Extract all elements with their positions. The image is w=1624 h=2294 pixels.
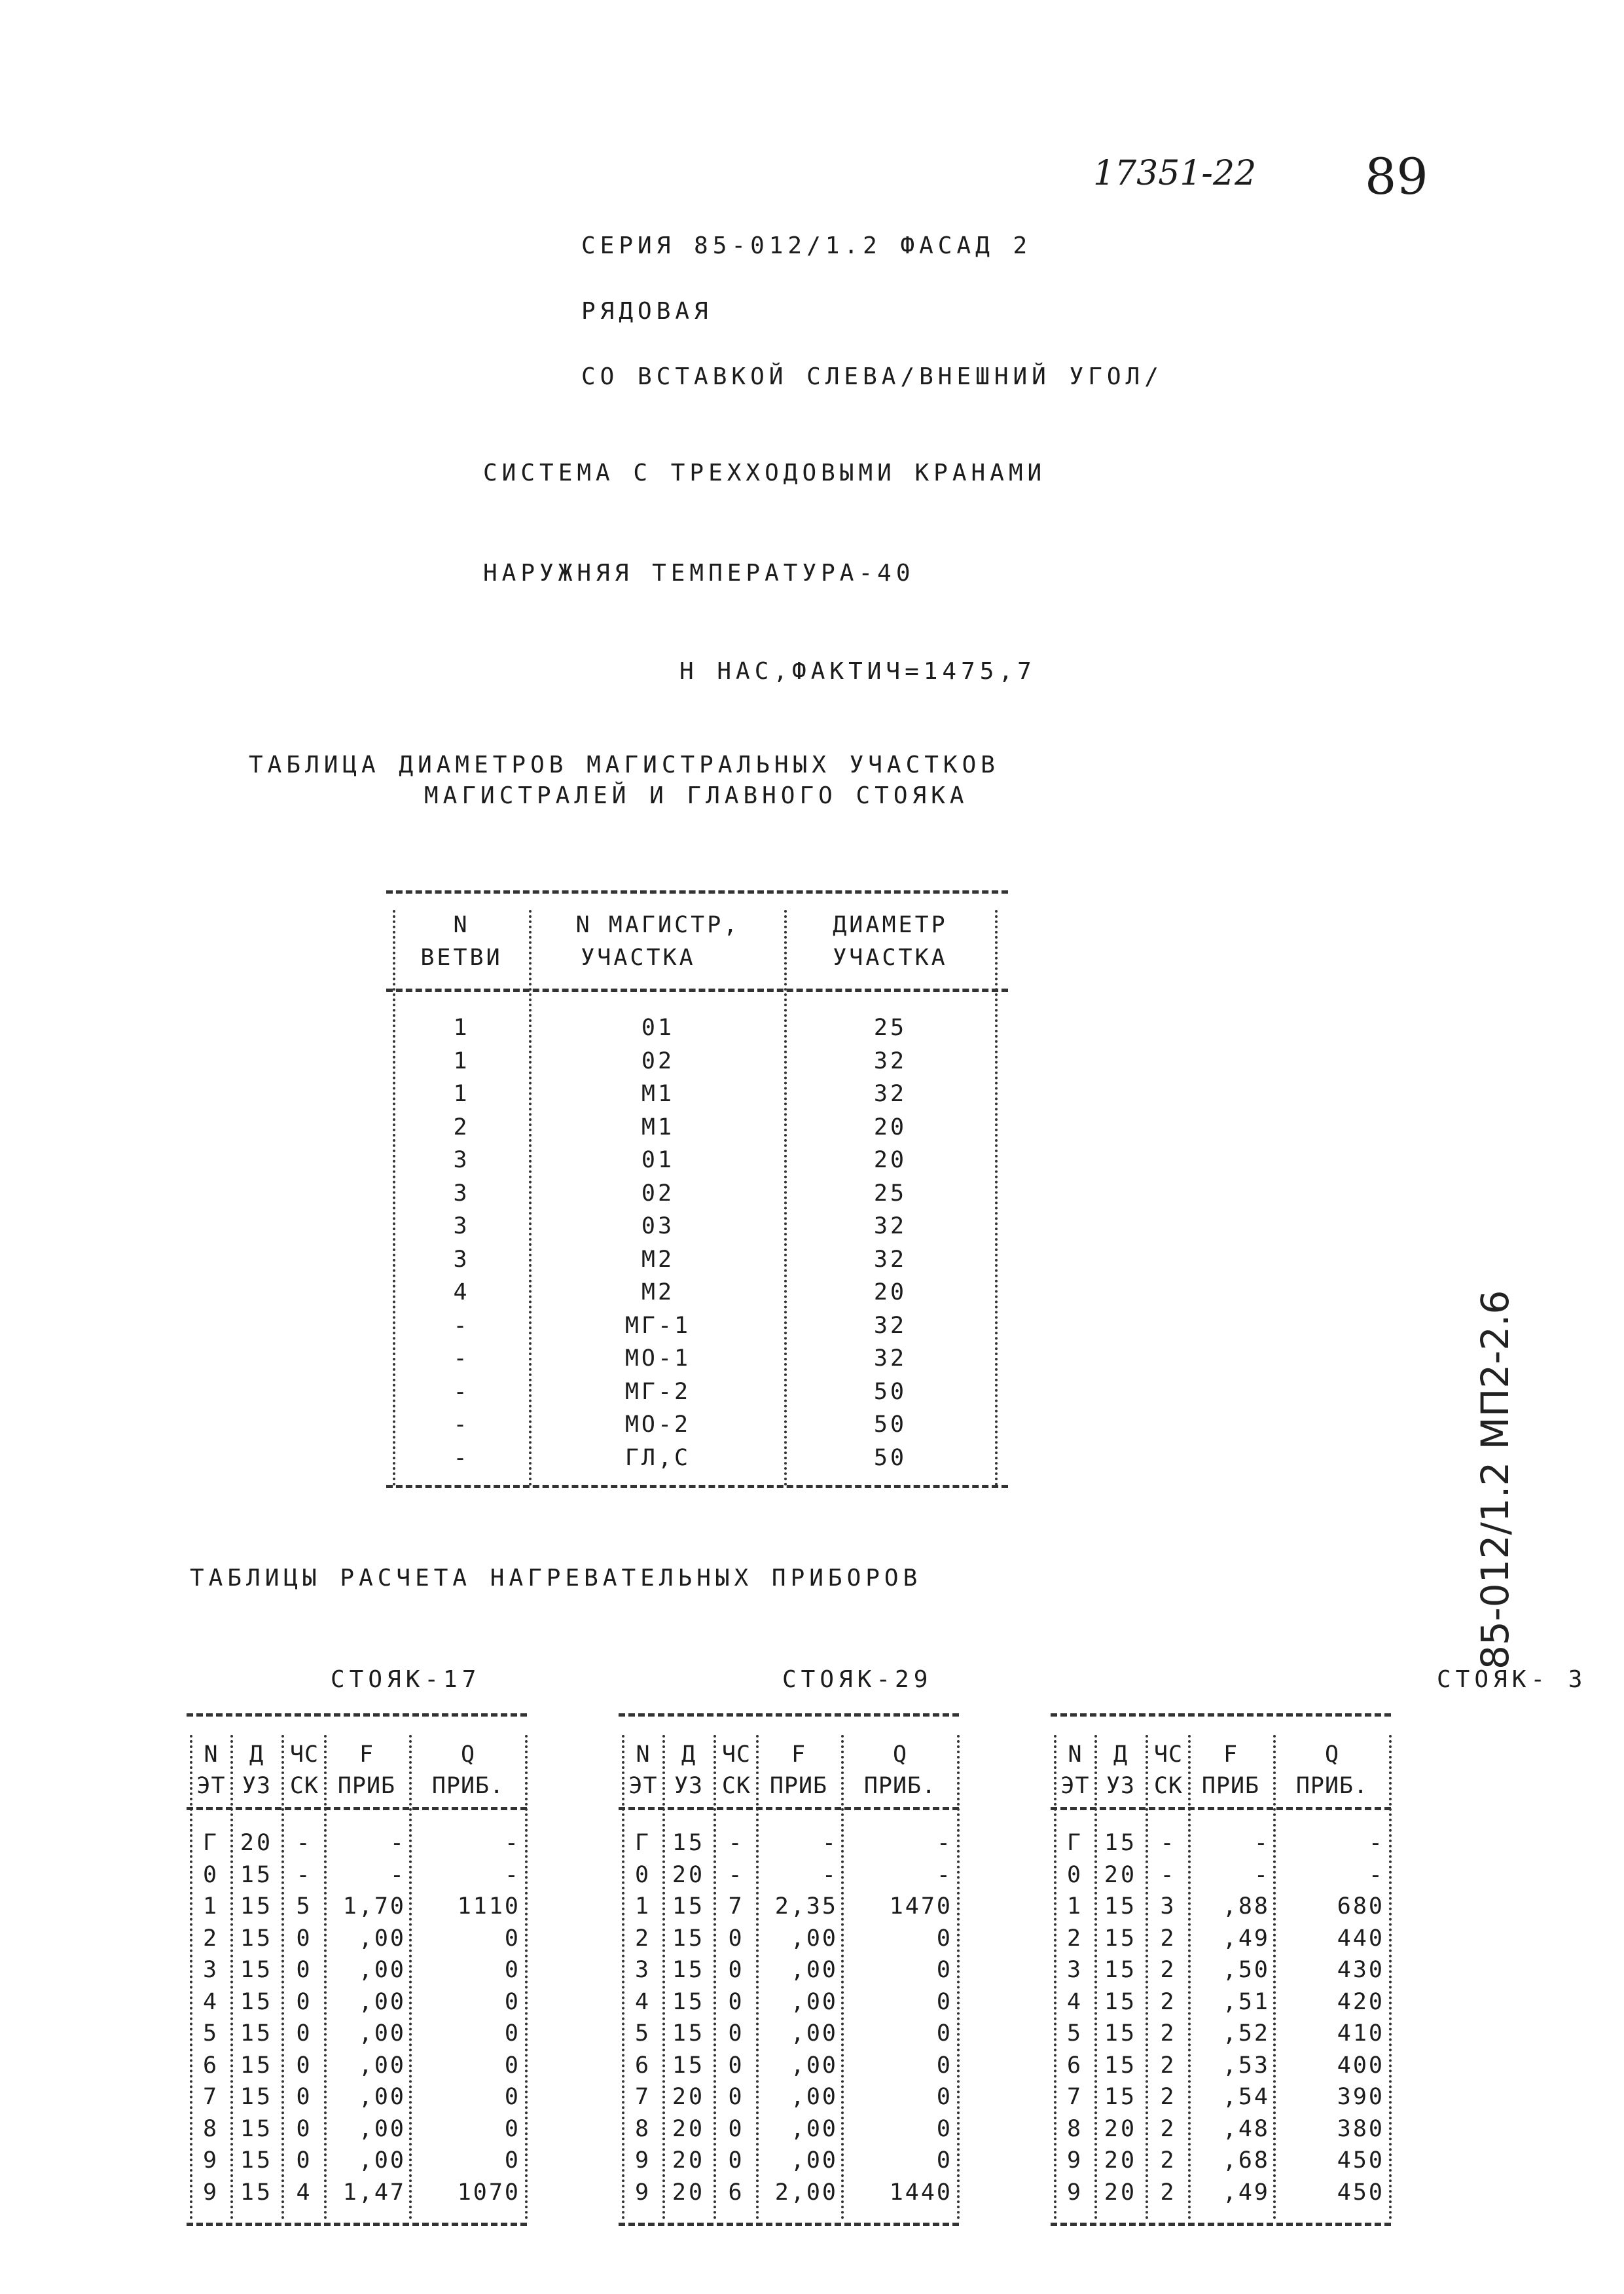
stoyak-cell: ,00 — [358, 2084, 406, 2110]
stoyak-cell: ,00 — [358, 2020, 406, 2047]
stoyak-cell: ,54 — [1222, 2084, 1270, 2110]
stoyak-cell: 1 — [634, 1893, 652, 1920]
stoyak-cell: ,00 — [790, 2020, 838, 2047]
stoyak-cell: ,68 — [1222, 2147, 1270, 2174]
stoyak-cell: 3 — [634, 1957, 652, 1983]
stoyak-cell: 4 — [202, 1988, 220, 2015]
stoyak-cell: 0 — [504, 2147, 520, 2174]
stoyak-cell: 2 — [1160, 2020, 1177, 2047]
stoyak-cell: 2 — [1160, 2115, 1177, 2142]
stoyak-cell: 3 — [202, 1957, 220, 1983]
stoyak-cell: 7 — [1066, 2084, 1084, 2110]
stoyak-cell: ,00 — [790, 1957, 838, 1983]
stoyak-cell: 8 — [1066, 2115, 1084, 2142]
stoyak-cell: 2 — [1160, 2052, 1177, 2079]
stoyak-cell: ,00 — [790, 2084, 838, 2110]
stoyak-cell: 15 — [240, 2084, 274, 2110]
stoyak-cell: 20 — [672, 1861, 706, 1888]
stoyak-cell: 450 — [1337, 2179, 1384, 2206]
stoyak-cell: 0 — [504, 1988, 520, 2015]
stoyak-cell: 1 — [1066, 1893, 1084, 1920]
stoyak-cell: 400 — [1337, 2052, 1384, 2079]
diam-cell-branch: 1 — [453, 1081, 470, 1107]
diam-header-branch-2: ВЕТВИ — [420, 945, 503, 971]
diam-cell-section: 01 — [641, 1015, 675, 1041]
stoyak-cell: 0 — [504, 2020, 520, 2047]
stoyak-cell: 15 — [1104, 2052, 1138, 2079]
stoyak-cell: - — [504, 1830, 520, 1856]
diam-cell-section: ГЛ,С — [624, 1444, 691, 1471]
stoyak-cell: 15 — [240, 1861, 274, 1888]
stoyak-cell: 0 — [936, 2115, 952, 2142]
stoyak-cell: 15 — [672, 1988, 706, 2015]
stoyak-cell: 2 — [634, 1925, 652, 1952]
stoyak-header-cell: ЭТ — [1060, 1773, 1090, 1799]
stoyak-cell: 0 — [1066, 1861, 1084, 1888]
stoyak-cell: 2 — [1160, 1988, 1177, 2015]
stoyak-cell: ,53 — [1222, 2052, 1270, 2079]
stoyak-cell: 0 — [728, 2147, 745, 2174]
stoyak-cell: 1070 — [457, 2179, 520, 2206]
stoyak-header-cell: Д — [249, 1741, 264, 1768]
stoyak-cell: - — [1160, 1861, 1177, 1888]
side-stamp: 85-012/1.2 МП2-2.6 — [1473, 1290, 1517, 1669]
diam-cell-branch: - — [453, 1444, 470, 1471]
stoyak-cell: ,00 — [358, 1925, 406, 1952]
stoyak-cell: 2 — [202, 1925, 220, 1952]
stoyak-cell: 2 — [1160, 1925, 1177, 1952]
stoyak-cell: 2 — [1160, 2179, 1177, 2206]
stoyak-cell: 3 — [1160, 1893, 1177, 1920]
header-series: СЕРИЯ 85-012/1.2 ФАСАД 2 — [581, 232, 1032, 259]
stoyak-cell: 0 — [728, 1988, 745, 2015]
stoyak-cell: 8 — [202, 2115, 220, 2142]
stoyak-cell: 0 — [728, 2052, 745, 2079]
stoyak-cell: ,00 — [358, 1957, 406, 1983]
stoyak-cell: 0 — [728, 2115, 745, 2142]
stoyak-header-cell: ПРИБ. — [1295, 1773, 1369, 1799]
diam-cell-diameter: 32 — [873, 1345, 907, 1372]
stoyak-cell: ,50 — [1222, 1957, 1270, 1983]
stoyak-cell: 9 — [1066, 2179, 1084, 2206]
stoyak-header-cell: УЗ — [242, 1773, 272, 1799]
diam-cell-diameter: 50 — [873, 1411, 907, 1438]
diam-header-diameter: ДИАМЕТР — [833, 912, 948, 938]
diam-cell-diameter: 20 — [873, 1279, 907, 1305]
stoyak-cell: ,48 — [1222, 2115, 1270, 2142]
stoyak-cell: 440 — [1337, 1925, 1384, 1952]
stoyak-cell: 15 — [240, 2020, 274, 2047]
stoyak-header-cell: F — [359, 1741, 374, 1768]
stoyak-cell: ,00 — [358, 1988, 406, 2015]
stoyak-cell: - — [504, 1861, 520, 1888]
stoyak-cell: 9 — [202, 2179, 220, 2206]
page-number: 89 — [1365, 147, 1428, 206]
diam-header-branch: N — [453, 912, 470, 938]
stoyak-cell: 0 — [728, 1957, 745, 1983]
stoyak-cell: 15 — [240, 1988, 274, 2015]
stoyak-header-cell: N — [204, 1741, 219, 1768]
stoyak-cell: 1,70 — [342, 1893, 406, 1920]
diam-cell-diameter: 32 — [873, 1312, 907, 1339]
header-pressure: Н НАС,ФАКТИЧ=1475,7 — [679, 658, 1036, 685]
diam-cell-diameter: 50 — [873, 1444, 907, 1471]
stoyak-cell: 1110 — [457, 1893, 520, 1920]
diam-cell-diameter: 20 — [873, 1147, 907, 1173]
stoyak-cell: 2 — [1160, 1957, 1177, 1983]
stoyak-cell: ,00 — [790, 2147, 838, 2174]
diam-cell-branch: 3 — [453, 1180, 470, 1207]
stoyak-cell: 9 — [202, 2147, 220, 2174]
diam-cell-branch: - — [453, 1378, 470, 1405]
stoyak-cell: 0 — [728, 1925, 745, 1952]
calc-tables-title: ТАБЛИЦЫ РАСЧЕТА НАГРЕВАТЕЛЬНЫХ ПРИБОРОВ — [190, 1565, 922, 1592]
stoyak-header-cell: F — [1223, 1741, 1238, 1768]
stoyak-cell: 9 — [634, 2179, 652, 2206]
diam-cell-branch: - — [453, 1411, 470, 1438]
stoyak-cell: 15 — [1104, 1925, 1138, 1952]
stoyak-header-cell: N — [636, 1741, 651, 1768]
stoyak-cell: 0 — [296, 2020, 313, 2047]
stoyak-cell: 15 — [240, 2179, 274, 2206]
stoyak-cell: 5 — [634, 2020, 652, 2047]
stoyak-cell: 20 — [1104, 1861, 1138, 1888]
stoyak-cell: 4 — [1066, 1988, 1084, 2015]
stoyak-cell: 0 — [936, 2020, 952, 2047]
stoyak-header-cell: СК — [1153, 1773, 1183, 1799]
header-variant: СО ВСТАВКОЙ СЛЕВА/ВНЕШНИЙ УГОЛ/ — [581, 363, 1163, 390]
stoyak-cell: 15 — [1104, 2084, 1138, 2110]
diam-cell-diameter: 25 — [873, 1180, 907, 1207]
stoyak-cell: ,00 — [790, 2115, 838, 2142]
stoyak-cell: 6 — [1066, 2052, 1084, 2079]
stoyak-cell: ,00 — [358, 2147, 406, 2174]
stoyak-cell: 1470 — [889, 1893, 952, 1920]
stoyak-cell: 7 — [202, 2084, 220, 2110]
stoyak-cell: 6 — [728, 2179, 745, 2206]
stoyak-header-cell: ПРИБ — [1201, 1773, 1260, 1799]
stoyak-cell: 5 — [1066, 2020, 1084, 2047]
stoyak-cell: 15 — [1104, 1957, 1138, 1983]
diam-header-diameter-2: УЧАСТКА — [833, 945, 948, 971]
stoyak-cell: 20 — [672, 2084, 706, 2110]
diam-cell-diameter: 32 — [873, 1081, 907, 1107]
diam-cell-branch: - — [453, 1345, 470, 1372]
stoyak-cell: 0 — [504, 1925, 520, 1952]
stoyak-cell: 2 — [1160, 2084, 1177, 2110]
stoyak-cell: 0 — [936, 2084, 952, 2110]
header-system: СИСТЕМА С ТРЕХХОДОВЫМИ КРАНАМИ — [483, 460, 1047, 486]
stoyak-cell: 2,00 — [774, 2179, 838, 2206]
stoyak-cell: 15 — [240, 2052, 274, 2079]
stoyak-cell: 7 — [728, 1893, 745, 1920]
stoyak-header-cell: ПРИБ. — [431, 1773, 505, 1799]
stoyak-cell: ,49 — [1222, 1925, 1270, 1952]
stoyak-cell: 15 — [672, 2052, 706, 2079]
stoyak-header-cell: ПРИБ — [769, 1773, 828, 1799]
stoyak-cell: 15 — [672, 1957, 706, 1983]
stoyak-cell: 5 — [202, 2020, 220, 2047]
stoyak-cell: 0 — [936, 1957, 952, 1983]
diam-cell-section: МО-1 — [624, 1345, 691, 1372]
stoyak-title: СТОЯК-29 — [782, 1666, 933, 1693]
stoyak-cell: 0 — [728, 2020, 745, 2047]
stoyak-cell: - — [821, 1830, 838, 1856]
stoyak-cell: 15 — [672, 2020, 706, 2047]
diam-cell-branch: 3 — [453, 1246, 470, 1273]
stoyak-cell: ,00 — [790, 1925, 838, 1952]
stoyak-cell: 0 — [936, 2052, 952, 2079]
stoyak-cell: 15 — [1104, 1830, 1138, 1856]
stoyak-cell: 380 — [1337, 2115, 1384, 2142]
stoyak-cell: ,88 — [1222, 1893, 1270, 1920]
diam-cell-section: 02 — [641, 1180, 675, 1207]
stoyak-cell: 20 — [1104, 2179, 1138, 2206]
stoyak-header-cell: Q — [460, 1741, 476, 1768]
diam-cell-section: М2 — [641, 1246, 675, 1273]
diam-cell-branch: 3 — [453, 1213, 470, 1239]
stoyak-cell: ,49 — [1222, 2179, 1270, 2206]
header-temperature: НАРУЖНЯЯ ТЕМПЕРАТУРА-40 — [483, 560, 915, 587]
stoyak-cell: 15 — [1104, 2020, 1138, 2047]
stoyak-cell: 450 — [1337, 2147, 1384, 2174]
stoyak-cell: Г — [202, 1830, 220, 1856]
stoyak-header-cell: ЭТ — [628, 1773, 658, 1799]
stoyak-header-cell: Д — [1113, 1741, 1128, 1768]
header-type: РЯДОВАЯ — [581, 298, 713, 325]
diam-cell-section: М2 — [641, 1279, 675, 1305]
stoyak-cell: 420 — [1337, 1988, 1384, 2015]
stoyak-header-cell: ПРИБ. — [863, 1773, 937, 1799]
stoyak-cell: 0 — [296, 1988, 313, 2015]
diam-cell-branch: 2 — [453, 1114, 470, 1140]
diam-cell-diameter: 32 — [873, 1047, 907, 1074]
stoyak-cell: 0 — [504, 2052, 520, 2079]
stoyak-cell: 15 — [672, 1893, 706, 1920]
diam-cell-diameter: 25 — [873, 1015, 907, 1041]
stoyak-cell: - — [1160, 1830, 1177, 1856]
stoyak-cell: - — [296, 1861, 313, 1888]
stoyak-cell: 20 — [240, 1830, 274, 1856]
stoyak-cell: ,00 — [790, 1988, 838, 2015]
stoyak-cell: 430 — [1337, 1957, 1384, 1983]
stoyak-cell: 7 — [634, 2084, 652, 2110]
diam-cell-section: М1 — [641, 1081, 675, 1107]
stoyak-cell: 6 — [634, 2052, 652, 2079]
stoyak-cell: 20 — [672, 2115, 706, 2142]
stoyak-cell: 0 — [296, 1957, 313, 1983]
stoyak-cell: ,51 — [1222, 1988, 1270, 2015]
stoyak-cell: 8 — [634, 2115, 652, 2142]
stoyak-cell: 1,47 — [342, 2179, 406, 2206]
stoyak-cell: 5 — [296, 1893, 313, 1920]
stoyak-header-cell: УЗ — [1106, 1773, 1136, 1799]
stoyak-cell: 0 — [634, 1861, 652, 1888]
diam-cell-section: 01 — [641, 1147, 675, 1173]
diam-cell-branch: 3 — [453, 1147, 470, 1173]
stoyak-cell: 0 — [296, 2147, 313, 2174]
stoyak-header-cell: ЧС — [721, 1741, 751, 1768]
stoyak-cell: ,00 — [790, 2052, 838, 2079]
stoyak-cell: ,52 — [1222, 2020, 1270, 2047]
stoyak-cell: - — [1368, 1861, 1384, 1888]
stoyak-cell: 0 — [296, 2084, 313, 2110]
stoyak-cell: - — [296, 1830, 313, 1856]
stoyak-cell: 4 — [296, 2179, 313, 2206]
diam-cell-branch: - — [453, 1312, 470, 1339]
diam-header-section: N МАГИСТР, — [575, 912, 740, 938]
stoyak-cell: 15 — [672, 1830, 706, 1856]
stoyak-cell: 4 — [634, 1988, 652, 2015]
stoyak-cell: 15 — [240, 1957, 274, 1983]
diam-cell-diameter: 50 — [873, 1378, 907, 1405]
stoyak-cell: 0 — [202, 1861, 220, 1888]
stoyak-header-cell: ЧС — [289, 1741, 319, 1768]
diam-cell-section: 02 — [641, 1047, 675, 1074]
stoyak-cell: 410 — [1337, 2020, 1384, 2047]
stoyak-header-cell: N — [1068, 1741, 1083, 1768]
stoyak-cell: 15 — [240, 2147, 274, 2174]
stoyak-header-cell: СК — [289, 1773, 319, 1799]
stoyak-cell: 20 — [1104, 2115, 1138, 2142]
diam-cell-diameter: 32 — [873, 1213, 907, 1239]
stoyak-cell: - — [728, 1830, 745, 1856]
diam-cell-section: 03 — [641, 1213, 675, 1239]
diam-cell-section: М1 — [641, 1114, 675, 1140]
stoyak-cell: 9 — [634, 2147, 652, 2174]
stoyak-cell: 15 — [240, 2115, 274, 2142]
stoyak-cell: 15 — [240, 1893, 274, 1920]
stoyak-cell: 0 — [296, 1925, 313, 1952]
stoyak-cell: - — [936, 1830, 952, 1856]
stoyak-header-cell: Д — [681, 1741, 696, 1768]
diam-cell-branch: 1 — [453, 1047, 470, 1074]
stoyak-cell: - — [1368, 1830, 1384, 1856]
stoyak-cell: 15 — [1104, 1893, 1138, 1920]
stoyak-cell: - — [389, 1830, 406, 1856]
diam-cell-section: МГ-1 — [624, 1312, 691, 1339]
stoyak-cell: 0 — [296, 2052, 313, 2079]
stoyak-header-cell: ЭТ — [196, 1773, 226, 1799]
stoyak-cell: - — [1254, 1861, 1270, 1888]
handwritten-code: 17351-22 — [1093, 154, 1257, 193]
stoyak-cell: 1440 — [889, 2179, 952, 2206]
stoyak-cell: 0 — [728, 2084, 745, 2110]
stoyak-header-cell: ЧС — [1153, 1741, 1183, 1768]
stoyak-cell: Г — [634, 1830, 652, 1856]
diam-cell-branch: 4 — [453, 1279, 470, 1305]
diam-header-section-2: УЧАСТКА — [581, 945, 696, 971]
stoyak-cell: - — [389, 1861, 406, 1888]
stoyak-cell: 3 — [1066, 1957, 1084, 1983]
stoyak-cell: - — [821, 1861, 838, 1888]
stoyak-cell: 9 — [1066, 2147, 1084, 2174]
stoyak-cell: 390 — [1337, 2084, 1384, 2110]
stoyak-cell: 0 — [936, 1988, 952, 2015]
stoyak-title: СТОЯК-17 — [331, 1666, 481, 1693]
stoyak-cell: 0 — [936, 2147, 952, 2174]
stoyak-cell: 2,35 — [774, 1893, 838, 1920]
stoyak-cell: 15 — [1104, 1988, 1138, 2015]
stoyak-cell: 20 — [672, 2147, 706, 2174]
stoyak-header-cell: СК — [721, 1773, 751, 1799]
stoyak-cell: 20 — [1104, 2147, 1138, 2174]
stoyak-cell: 1 — [202, 1893, 220, 1920]
diam-cell-branch: 1 — [453, 1015, 470, 1041]
stoyak-cell: ,00 — [358, 2052, 406, 2079]
stoyak-cell: 15 — [240, 1925, 274, 1952]
diam-cell-diameter: 20 — [873, 1114, 907, 1140]
diam-cell-diameter: 32 — [873, 1246, 907, 1273]
stoyak-cell: 0 — [504, 2115, 520, 2142]
stoyak-header-cell: Q — [1324, 1741, 1340, 1768]
stoyak-cell: 2 — [1066, 1925, 1084, 1952]
diam-cell-section: МГ-2 — [624, 1378, 691, 1405]
diam-table-title: ТАБЛИЦА ДИАМЕТРОВ МАГИСТРАЛЬНЫХ УЧАСТКОВ — [249, 752, 1000, 778]
stoyak-cell: Г — [1066, 1830, 1084, 1856]
stoyak-cell: 680 — [1337, 1893, 1384, 1920]
stoyak-cell: - — [1254, 1830, 1270, 1856]
stoyak-cell: ,00 — [358, 2115, 406, 2142]
stoyak-header-cell: Q — [892, 1741, 908, 1768]
stoyak-cell: 0 — [936, 1925, 952, 1952]
stoyak-cell: 2 — [1160, 2147, 1177, 2174]
stoyak-cell: - — [728, 1861, 745, 1888]
stoyak-header-cell: F — [791, 1741, 806, 1768]
stoyak-cell: 15 — [672, 1925, 706, 1952]
stoyak-cell: - — [936, 1861, 952, 1888]
stoyak-cell: 0 — [504, 1957, 520, 1983]
stoyak-cell: 0 — [296, 2115, 313, 2142]
stoyak-header-cell: УЗ — [674, 1773, 704, 1799]
stoyak-cell: 20 — [672, 2179, 706, 2206]
diam-cell-section: МО-2 — [624, 1411, 691, 1438]
diam-table-subtitle: МАГИСТРАЛЕЙ И ГЛАВНОГО СТОЯКА — [424, 782, 969, 809]
stoyak-cell: 6 — [202, 2052, 220, 2079]
stoyak-title: СТОЯК- 3 — [1437, 1666, 1587, 1693]
stoyak-cell: 0 — [504, 2084, 520, 2110]
stoyak-header-cell: ПРИБ — [337, 1773, 396, 1799]
